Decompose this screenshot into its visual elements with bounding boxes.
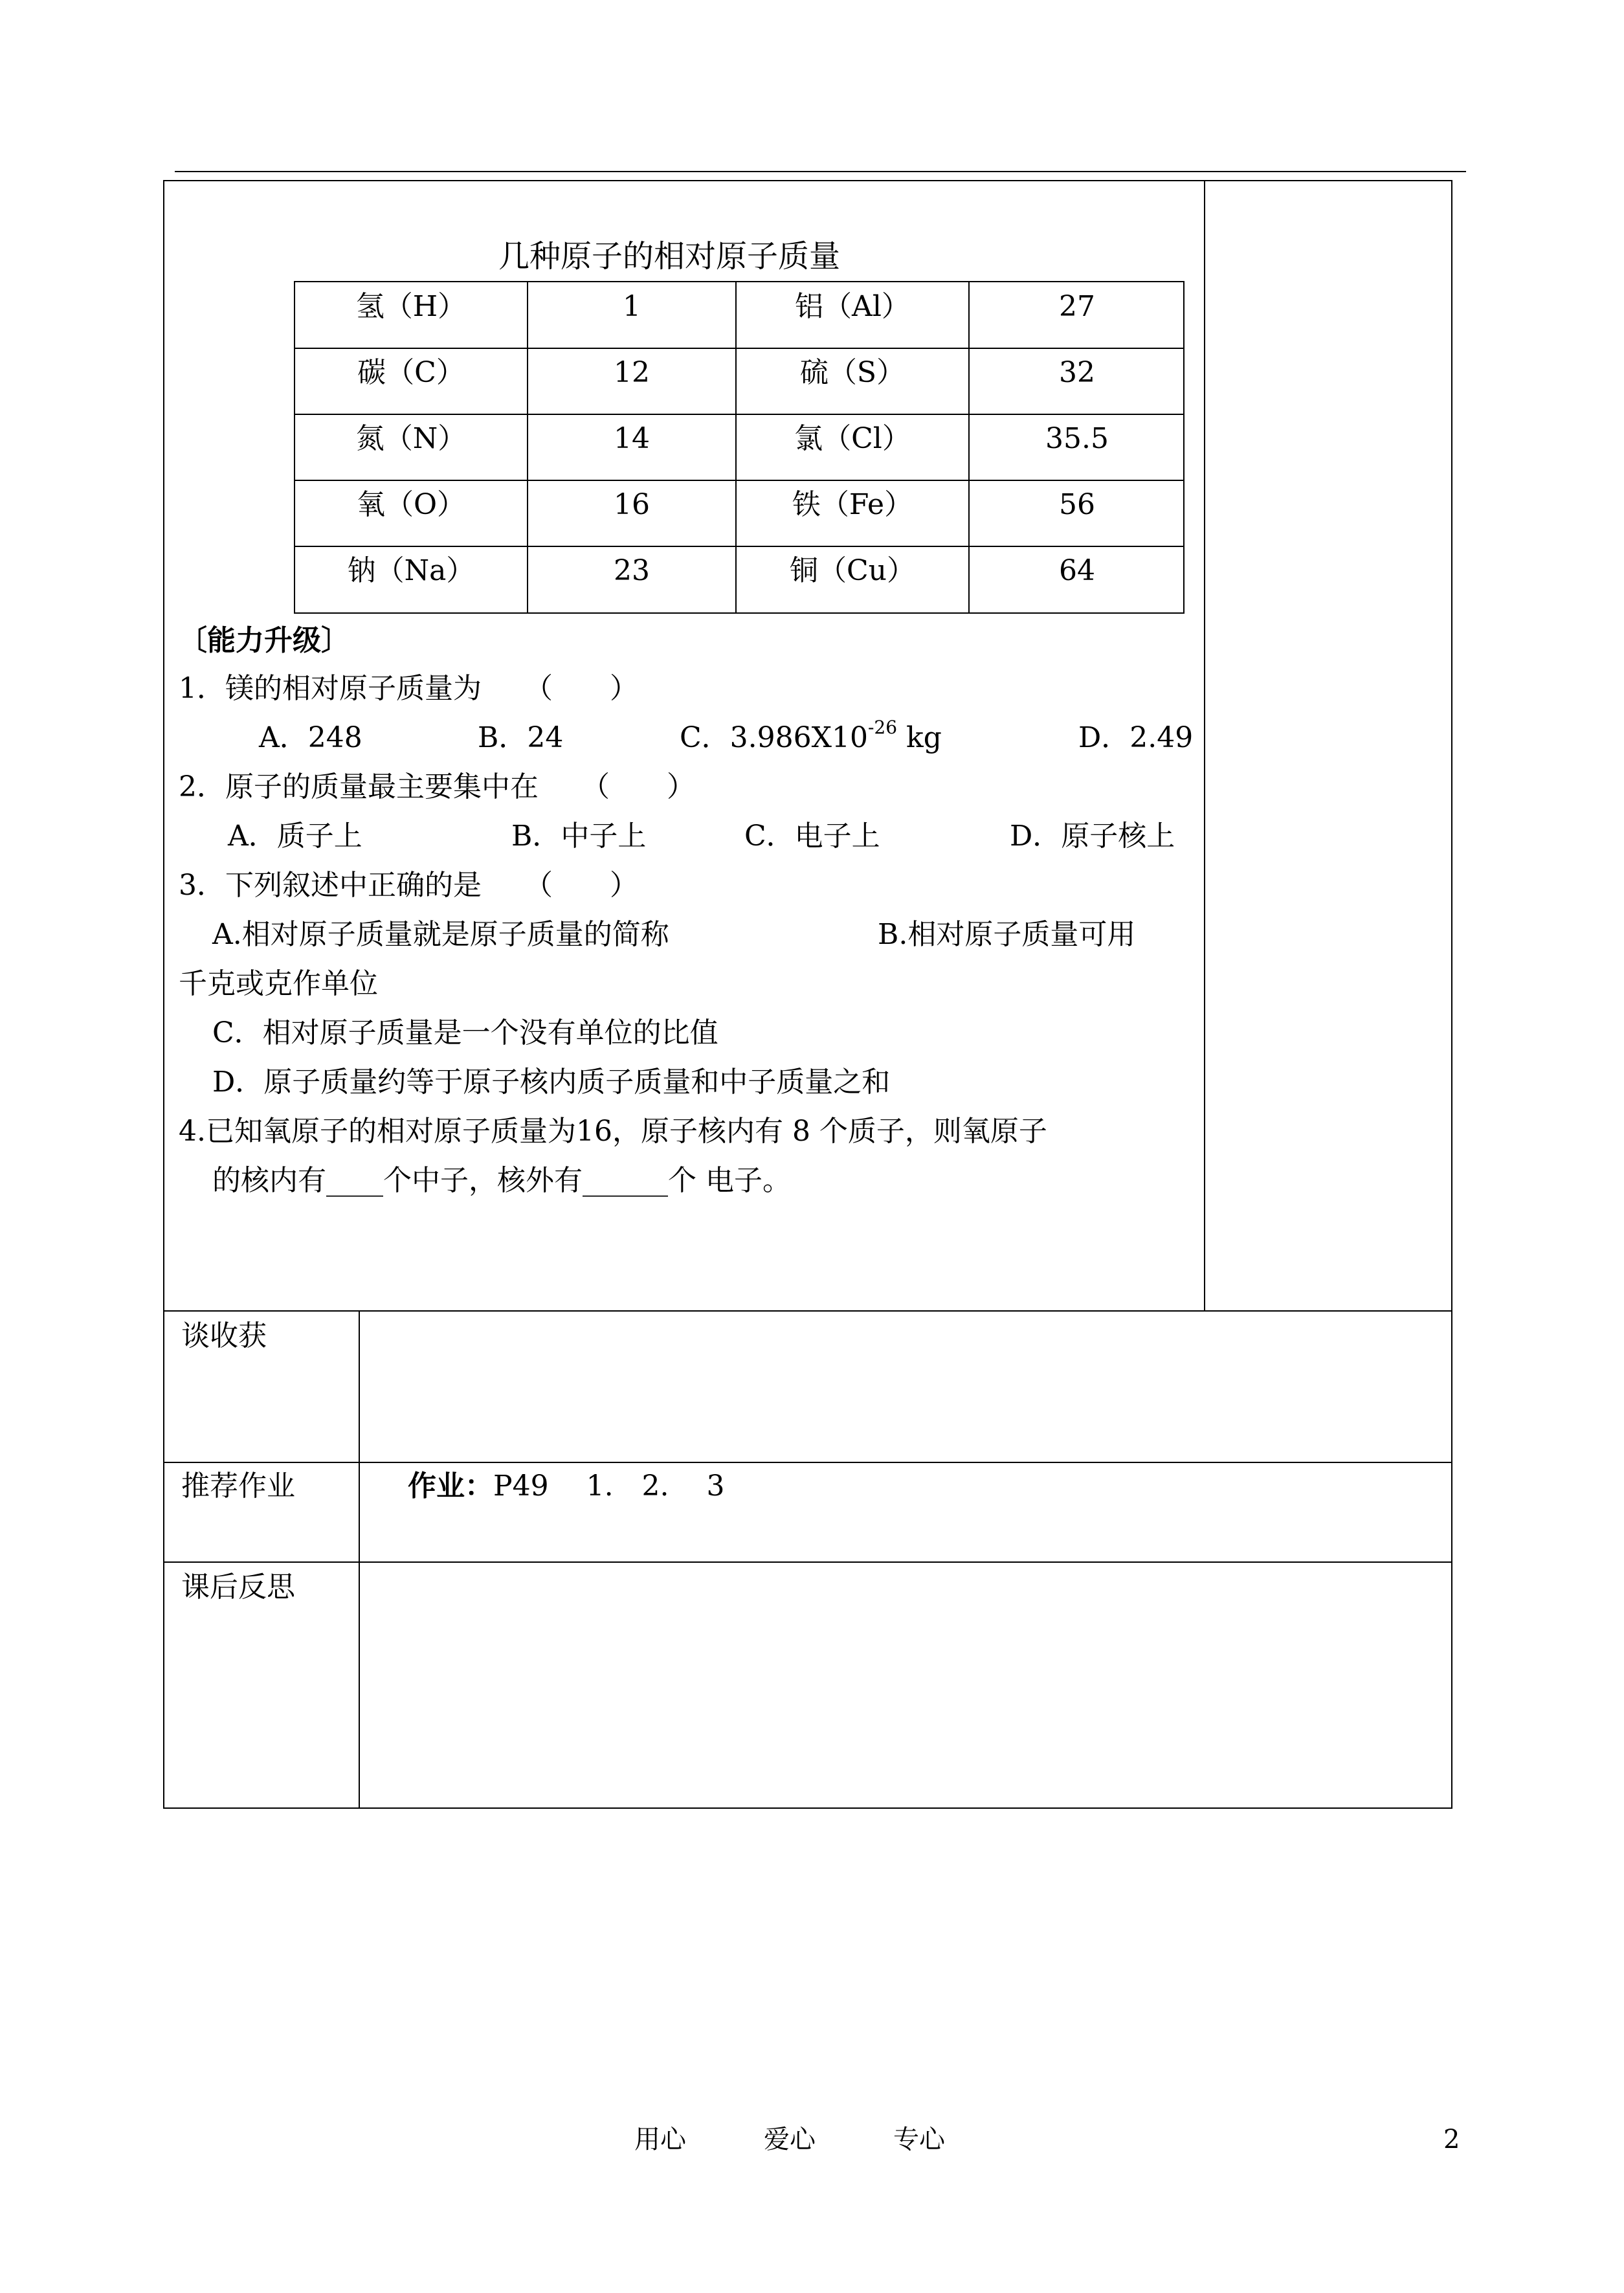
section-heading: 〔能力升级〕 xyxy=(179,624,350,657)
question-1-stem: 1．镁的相对原子质量为 （ ） xyxy=(179,672,638,705)
mass-value-cell: 14 xyxy=(614,422,650,455)
q3-option-a: A.相对原子质量就是原子质量的简称 xyxy=(212,918,669,951)
homework-label: 推荐作业 xyxy=(181,1470,295,1503)
side-column-border xyxy=(1204,180,1205,1312)
q1-option-a: A．248 xyxy=(259,721,362,754)
header-rule xyxy=(175,171,1466,172)
mass-value-cell: 35.5 xyxy=(1045,422,1109,455)
q1-option-b: B．24 xyxy=(478,721,564,754)
table-right-border xyxy=(1451,180,1452,1809)
question-3-stem: 3．下列叙述中正确的是 （ ） xyxy=(179,869,638,902)
element-cell: 铁（Fe） xyxy=(792,488,913,521)
element-cell: 碳（C） xyxy=(357,356,465,389)
footer-item: 用心 xyxy=(634,2125,686,2154)
table-top-border xyxy=(163,180,1452,181)
mass-value-cell: 56 xyxy=(1059,488,1095,521)
element-cell: 铝（Al） xyxy=(795,290,910,323)
q3-option-d: D．原子质量约等于原子核内质子质量和中子质量之和 xyxy=(212,1066,891,1099)
homework-value: P49 1. 2. 3 xyxy=(493,1470,725,1503)
question-4-line-2: 的核内有____个中子，核外有______个 电子。 xyxy=(212,1164,791,1197)
harvest-label: 谈收获 xyxy=(181,1319,267,1352)
mass-value-cell: 12 xyxy=(614,356,650,389)
homework-bold-label: 作业： xyxy=(408,1470,493,1503)
question-2-stem: 2．原子的质量最主要集中在 （ ） xyxy=(179,770,695,803)
homework-content xyxy=(408,1467,725,1506)
label-column-border xyxy=(359,1310,360,1809)
element-cell: 氮（N） xyxy=(355,422,467,455)
mass-value-cell: 16 xyxy=(614,488,650,521)
mass-value-cell: 32 xyxy=(1059,356,1095,389)
reflection-label: 课后反思 xyxy=(181,1571,295,1604)
question-4-line-1: 4.已知氧原子的相对原子质量为16，原子核内有 8 个质子，则氧原子 xyxy=(179,1115,1047,1148)
table-left-border xyxy=(163,180,164,1809)
q2-option-a: A．质子上 xyxy=(228,820,362,853)
row-divider-2 xyxy=(163,1462,1452,1463)
q1-option-c: C．$3.986X10^{-26}$ kg xyxy=(680,717,942,754)
q3-option-c: C．相对原子质量是一个没有单位的比值 xyxy=(212,1016,718,1049)
table-title: 几种原子的相对原子质量 xyxy=(498,238,841,274)
element-cell: 氢（H） xyxy=(355,290,467,323)
exponent: -26 xyxy=(867,717,898,738)
q3-option-b: B.相对原子质量可用 xyxy=(878,918,1136,951)
page-number: 2 xyxy=(1443,2125,1460,2154)
footer-item: 爱心 xyxy=(764,2125,816,2154)
q2-option-b: B．中子上 xyxy=(511,820,647,853)
mass-value-cell: 1 xyxy=(623,290,641,323)
element-cell: 氯（Cl） xyxy=(794,422,911,455)
element-cell: 硫（S） xyxy=(799,356,906,389)
footer-item: 专心 xyxy=(893,2125,945,2154)
q2-option-c: C．电子上 xyxy=(744,820,880,853)
mass-value-cell: 64 xyxy=(1059,554,1095,587)
q2-option-d: D．原子核上 xyxy=(1010,820,1175,853)
mass-value-cell: 23 xyxy=(614,554,650,587)
row-divider-3 xyxy=(163,1561,1452,1563)
q3-option-b-continued: 千克或克作单位 xyxy=(179,967,378,1000)
table-bottom-border xyxy=(163,1807,1452,1809)
mass-value-cell: 27 xyxy=(1059,290,1095,323)
row-divider-1 xyxy=(163,1310,1452,1312)
element-cell: 氧（O） xyxy=(356,488,466,521)
element-cell: 钠（Na） xyxy=(347,554,475,587)
atomic-mass-table xyxy=(294,281,1185,614)
element-cell: 铜（Cu） xyxy=(789,554,915,587)
q1-option-d: D．2.49 xyxy=(1078,721,1194,754)
